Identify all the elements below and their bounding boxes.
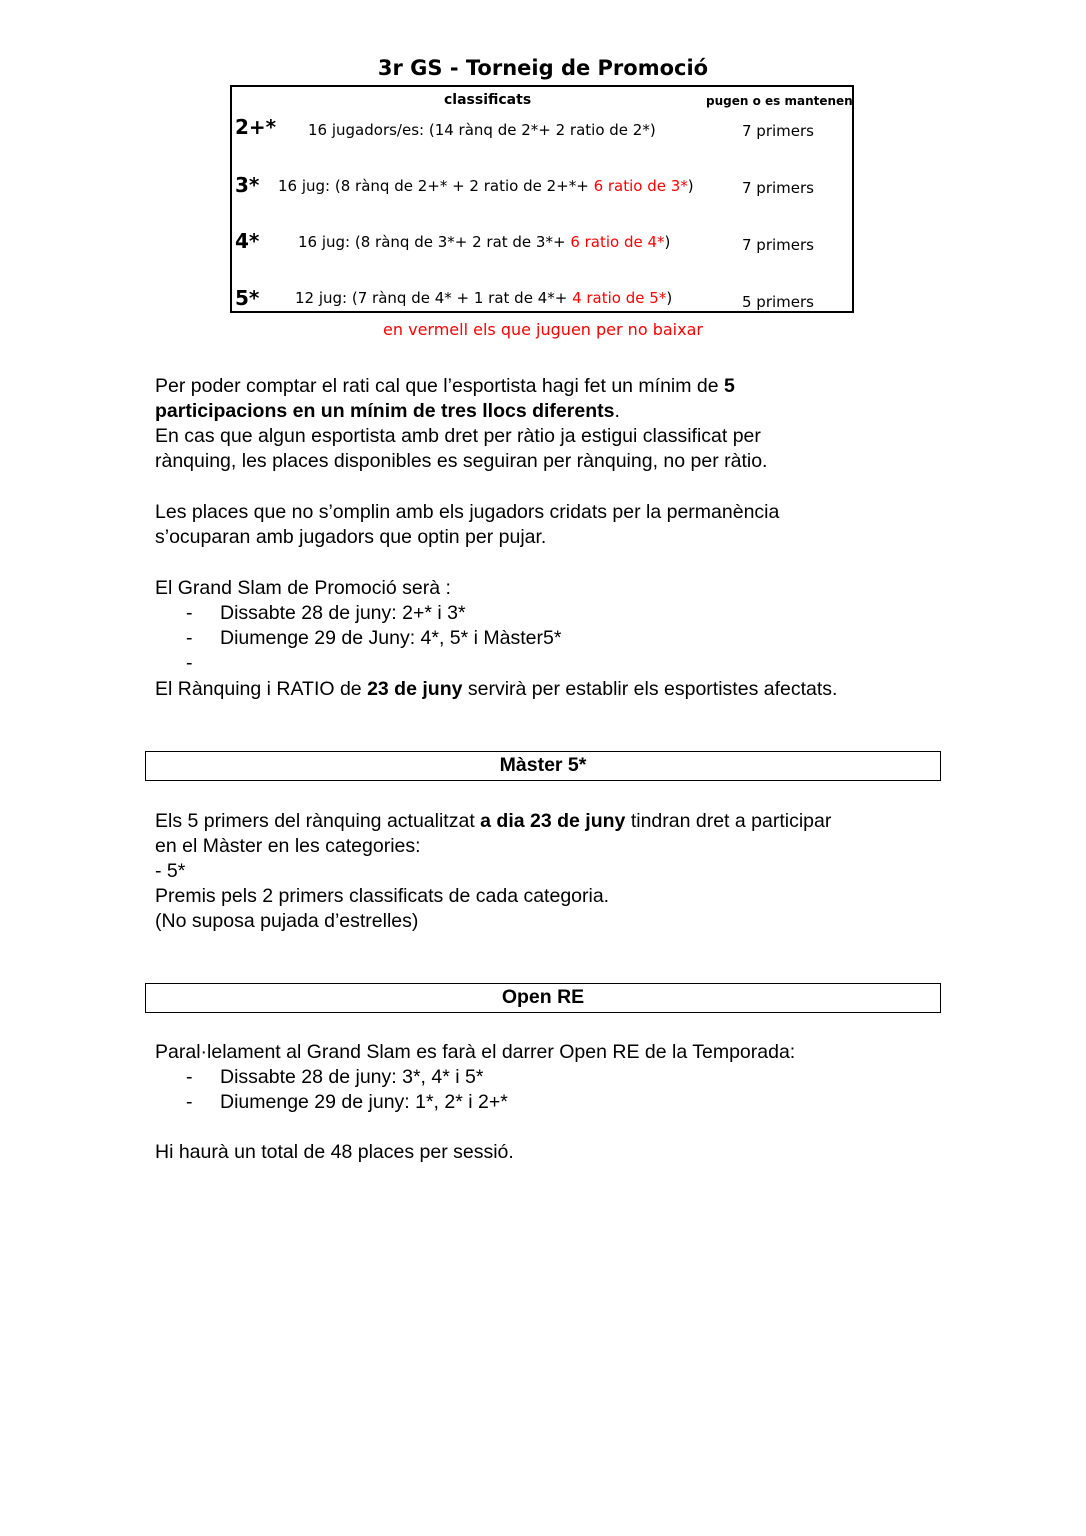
master-paragraph-line: Els 5 primers del rànquing actualitzat a dia 23 de juny tindran dret a participar — [155, 810, 832, 832]
master-section-header: Màster 5* — [145, 751, 941, 781]
open-section-header: Open RE — [145, 983, 941, 1013]
places-paragraph-line: s’ocuparan amb jugadors que optin per pujar. — [155, 526, 547, 548]
open-closing: Hi haurà un total de 48 places per sessió. — [155, 1141, 514, 1163]
table-row-description: 16 jug: (8 rànq de 2+* + 2 ratio de 2+*+ 6 ratio de 3*) — [278, 177, 694, 195]
table-row-category: 4* — [235, 229, 260, 253]
table-row-description: 12 jug: (7 rànq de 4* + 1 rat de 4*+ 4 ratio de 5*) — [295, 289, 673, 307]
table-header-promote: pugen o es mantenen — [706, 94, 853, 108]
list-item: - Diumenge 29 de juny: 1*, 2* i 2+* — [186, 1091, 508, 1113]
list-item: - — [186, 652, 193, 674]
table-row-result: 5 primers — [742, 293, 814, 311]
table-row-result: 7 primers — [742, 122, 814, 140]
open-intro: Paral·lelament al Grand Slam es farà el darrer Open RE de la Temporada: — [155, 1041, 796, 1063]
list-item: - Diumenge 29 de Juny: 4*, 5* i Màster5* — [186, 627, 562, 649]
table-row-description: 16 jugadors/es: (14 rànq de 2*+ 2 ratio de 2*) — [308, 121, 656, 139]
master-paragraph-line: - 5* — [155, 860, 186, 882]
table-row-category: 3* — [235, 173, 260, 197]
table-header-classified: classificats — [444, 92, 532, 108]
grand-slam-intro: El Grand Slam de Promoció serà : — [155, 577, 451, 599]
table-row-category: 2+* — [235, 115, 277, 139]
table-row-result: 7 primers — [742, 179, 814, 197]
table-row-category: 5* — [235, 286, 260, 310]
list-item: - Dissabte 28 de juny: 2+* i 3* — [186, 602, 466, 624]
table-row-description: 16 jug: (8 rànq de 3*+ 2 rat de 3*+ 6 ratio de 4*) — [298, 233, 671, 251]
master-paragraph-line: (No suposa pujada d’estrelles) — [155, 910, 419, 932]
ratio-paragraph-line: Per poder comptar el rati cal que l’esportista hagi fet un mínim de 5 — [155, 375, 735, 397]
ratio-paragraph-line: En cas que algun esportista amb dret per ràtio ja estigui classificat per — [155, 425, 761, 447]
table-note: en vermell els que juguen per no baixar — [383, 320, 703, 339]
list-item: - Dissabte 28 de juny: 3*, 4* i 5* — [186, 1066, 484, 1088]
promotion-table — [230, 85, 854, 313]
ratio-paragraph-line: rànquing, les places disponibles es seguiran per rànquing, no per ràtio. — [155, 450, 768, 472]
grand-slam-closing: El Rànquing i RATIO de 23 de juny servirà per establir els esportistes afectats. — [155, 678, 838, 700]
page-title: 3r GS - Torneig de Promoció — [377, 56, 709, 80]
places-paragraph-line: Les places que no s’omplin amb els jugadors cridats per la permanència — [155, 501, 780, 523]
master-paragraph-line: Premis pels 2 primers classificats de cada categoria. — [155, 885, 610, 907]
ratio-paragraph-line: participacions en un mínim de tres llocs diferents. — [155, 400, 620, 422]
master-paragraph-line: en el Màster en les categories: — [155, 835, 421, 857]
table-row-result: 7 primers — [742, 236, 814, 254]
